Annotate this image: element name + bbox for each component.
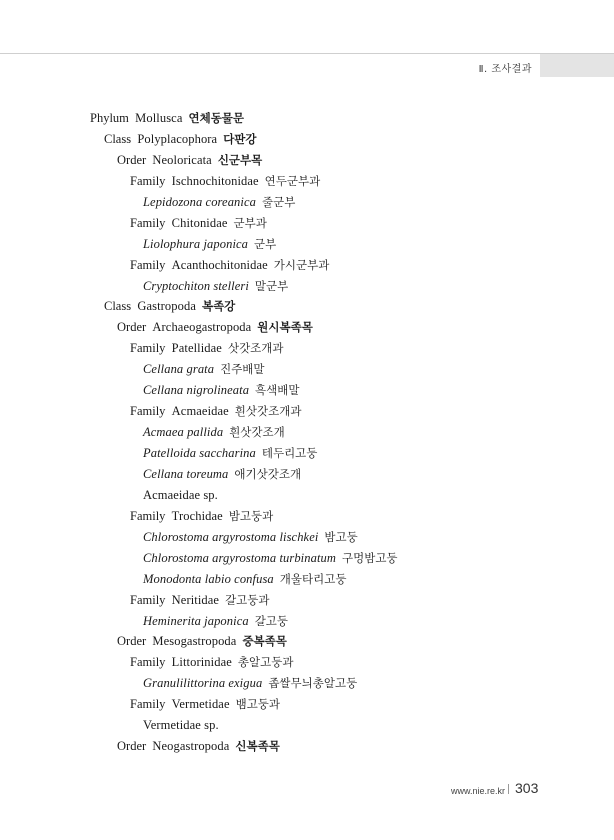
taxon-korean-name: 진주배말 xyxy=(220,362,265,377)
taxon-korean-name: 좁쌀무늬총알고둥 xyxy=(268,676,358,691)
taxon-scientific-name: Neogastropoda xyxy=(152,739,230,754)
taxon-korean-name: 원시복족목 xyxy=(257,320,313,335)
taxon-korean-name: 흰삿갓조개과 xyxy=(234,404,302,419)
section-label: Ⅱ. 조사결과 xyxy=(478,64,532,75)
taxon-rank: Family xyxy=(130,215,166,230)
taxon-rank: Class xyxy=(104,131,132,146)
taxon-scientific-name: Cellana grata xyxy=(143,362,215,377)
taxon-scientific-name: Acanthochitonidae xyxy=(171,257,268,272)
taxon-row xyxy=(0,715,614,736)
taxon-korean-name: 군부과 xyxy=(233,215,267,230)
taxon-row xyxy=(0,506,614,527)
taxon-row xyxy=(0,276,614,297)
taxon-scientific-name: Granulilittorina exigua xyxy=(143,676,263,691)
taxon-korean-name: 중복족목 xyxy=(242,634,287,649)
taxon-row xyxy=(0,527,614,548)
taxon-row xyxy=(0,150,614,171)
taxon-scientific-name: Chlorostoma argyrostoma lischkei xyxy=(143,529,319,544)
taxon-rank: Order xyxy=(117,634,147,649)
taxon-korean-name: 신군부목 xyxy=(217,152,263,167)
taxon-korean-name: 뱀고둥과 xyxy=(235,697,281,712)
taxon-scientific-name: Acmaeidae xyxy=(171,404,229,419)
taxon-scientific-name: Vermetidae sp. xyxy=(143,718,219,733)
taxon-row xyxy=(0,736,614,757)
taxon-row xyxy=(0,464,614,485)
page-number: 303 xyxy=(515,780,539,796)
taxon-row xyxy=(0,548,614,569)
taxon-scientific-name: Cellana nigrolineata xyxy=(143,383,250,398)
taxon-scientific-name: Heminerita japonica xyxy=(143,613,249,628)
taxon-row xyxy=(0,485,614,506)
taxon-row xyxy=(0,359,614,380)
taxon-korean-name: 밤고둥과 xyxy=(228,508,274,523)
taxon-rank: Family xyxy=(130,173,166,188)
taxon-row xyxy=(0,380,614,401)
taxon-scientific-name: Archaeogastropoda xyxy=(152,320,252,335)
taxon-korean-name: 군부 xyxy=(254,236,277,251)
taxon-scientific-name: Neritidae xyxy=(171,592,220,607)
taxon-korean-name: 애기삿갓조개 xyxy=(234,466,302,481)
taxon-row xyxy=(0,422,614,443)
taxon-korean-name: 밤고둥 xyxy=(324,529,358,544)
taxon-row xyxy=(0,317,614,338)
taxon-korean-name: 가시군부과 xyxy=(273,257,330,272)
taxon-rank: Family xyxy=(130,592,166,607)
taxon-scientific-name: Gastropoda xyxy=(137,299,196,314)
taxon-korean-name: 삿갓조개과 xyxy=(227,341,284,356)
taxon-korean-name: 흰삿갓조개 xyxy=(229,425,285,440)
taxon-rank: Order xyxy=(117,320,147,335)
taxon-row xyxy=(0,590,614,611)
taxon-korean-name: 연두군부과 xyxy=(264,173,321,188)
taxon-korean-name: 복족강 xyxy=(201,299,236,314)
taxonomy-list xyxy=(0,108,614,757)
taxon-korean-name: 갈고둥 xyxy=(254,613,289,628)
footer-url: www.nie.re.kr xyxy=(451,786,506,796)
taxon-row xyxy=(0,213,614,234)
taxon-scientific-name: Cellana toreuma xyxy=(143,466,229,481)
header-rule xyxy=(0,53,614,54)
taxon-rank: Family xyxy=(130,655,166,670)
taxon-rank: Order xyxy=(117,152,147,167)
taxon-scientific-name: Neoloricata xyxy=(152,152,212,167)
taxon-korean-name: 총알고둥과 xyxy=(237,655,294,670)
taxon-scientific-name: Chlorostoma argyrostoma turbinatum xyxy=(143,550,336,565)
taxon-scientific-name: Chitonidae xyxy=(171,215,228,230)
taxon-rank: Family xyxy=(130,257,166,272)
taxon-scientific-name: Littorinidae xyxy=(171,655,232,670)
taxon-korean-name: 연체동물문 xyxy=(188,111,245,125)
taxon-scientific-name: Patellidae xyxy=(171,341,222,356)
taxon-scientific-name: Acmaea pallida xyxy=(143,425,224,440)
taxon-row xyxy=(0,401,614,422)
taxon-korean-name: 흑색배말 xyxy=(255,383,300,398)
taxon-korean-name: 개울타리고둥 xyxy=(279,571,347,586)
header-tab xyxy=(540,54,614,77)
taxon-row xyxy=(0,569,614,590)
taxon-row xyxy=(0,296,614,317)
taxon-rank: Family xyxy=(130,697,166,712)
taxon-scientific-name: Vermetidae xyxy=(171,697,230,712)
taxon-korean-name: 테두리고둥 xyxy=(261,446,318,460)
taxon-scientific-name: Liolophura japonica xyxy=(143,236,249,251)
taxon-row xyxy=(0,611,614,632)
footer-separator xyxy=(508,784,509,794)
taxon-rank: Family xyxy=(130,404,166,419)
taxon-scientific-name: Monodonta labio confusa xyxy=(143,571,274,586)
taxon-row xyxy=(0,694,614,715)
taxon-scientific-name: Lepidozona coreanica xyxy=(143,194,256,209)
taxon-scientific-name: Cryptochiton stelleri xyxy=(143,278,249,293)
taxon-rank: Family xyxy=(130,341,166,356)
taxon-korean-name: 신복족목 xyxy=(235,739,280,754)
taxon-scientific-name: Acmaeidae sp. xyxy=(143,487,218,502)
taxon-row xyxy=(0,338,614,359)
taxon-scientific-name: Polyplacophora xyxy=(137,131,218,146)
taxon-korean-name: 구멍밤고둥 xyxy=(342,550,398,565)
taxon-scientific-name: Ischnochitonidae xyxy=(171,173,259,188)
taxon-row xyxy=(0,652,614,673)
taxon-row xyxy=(0,631,614,652)
taxon-scientific-name: Mollusca xyxy=(135,111,183,125)
taxon-row xyxy=(0,171,614,192)
taxon-row xyxy=(0,129,614,150)
taxon-scientific-name: Mesogastropoda xyxy=(152,634,237,649)
taxon-rank: Class xyxy=(104,299,132,314)
taxon-row xyxy=(0,234,614,255)
taxon-row xyxy=(0,443,614,464)
taxon-korean-name: 갈고둥과 xyxy=(225,592,270,607)
taxon-row xyxy=(0,255,614,276)
taxon-scientific-name: Trochidae xyxy=(171,508,223,523)
taxon-row xyxy=(0,108,614,129)
taxon-rank: Order xyxy=(117,739,147,754)
taxon-row xyxy=(0,673,614,694)
taxon-rank: Family xyxy=(130,508,166,523)
taxon-korean-name: 줄군부 xyxy=(261,194,296,209)
taxon-rank: Phylum xyxy=(90,111,129,125)
taxon-row xyxy=(0,192,614,213)
taxon-korean-name: 다판강 xyxy=(223,131,257,146)
taxon-scientific-name: Patelloida saccharina xyxy=(143,446,256,460)
taxon-korean-name: 말군부 xyxy=(254,278,289,293)
